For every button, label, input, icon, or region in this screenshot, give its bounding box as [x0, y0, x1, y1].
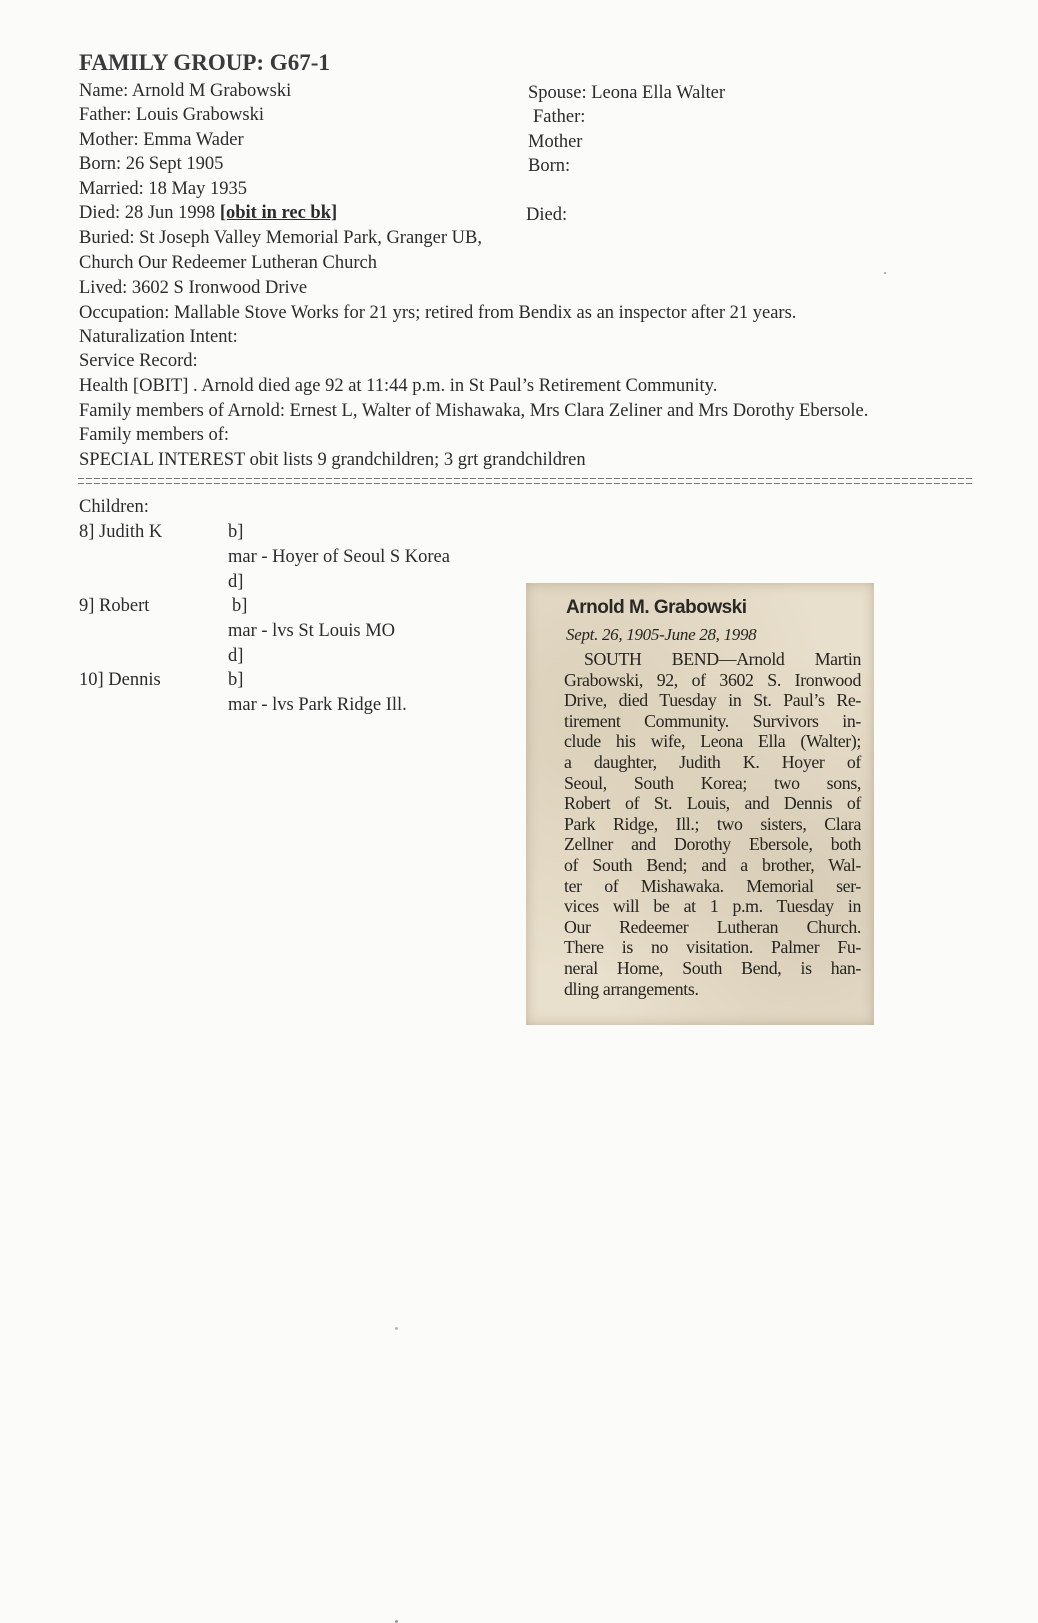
obituary-line: a daughter, Judith K. Hoyer of: [564, 751, 861, 772]
person-naturalization: Naturalization Intent:: [79, 327, 238, 347]
obituary-line: vices will be at 1 p.m. Tuesday in: [564, 896, 861, 917]
obituary-clipping: [526, 583, 874, 1025]
children-heading: Children:: [79, 497, 149, 517]
obituary-line: tirement Community. Survivors in-: [564, 710, 861, 731]
section-separator: [78, 477, 972, 486]
obituary-line: SOUTH BEND—Arnold Martin: [584, 649, 861, 669]
person-lived: Lived: 3602 S Ironwood Drive: [79, 278, 308, 298]
person-buried: Buried: St Joseph Valley Memorial Park, Granger UB,: [79, 228, 482, 248]
obituary-line: Seoul, South Korea; two sons,: [564, 772, 861, 793]
obituary-line: Zellner and Dorothy Ebersole, both: [564, 834, 861, 855]
spouse-mother: Mother: [528, 132, 583, 152]
spouse-name: Spouse: Leona Ella Walter: [528, 83, 725, 103]
child-married: mar - lvs St Louis MO: [228, 621, 396, 641]
child-married: mar - Hoyer of Seoul S Korea: [228, 547, 450, 567]
person-occupation: Occupation: Mallable Stove Works for 21 yrs; retired from Bendix as an inspector after 21 years.: [79, 303, 797, 323]
special-interest: SPECIAL INTEREST obit lists 9 grandchildren; 3 grt grandchildren: [79, 450, 586, 470]
scan-speck: [884, 272, 886, 274]
person-mother: Mother: Emma Wader: [79, 130, 244, 150]
person-born: Born: 26 Sept 1905: [79, 154, 224, 174]
person-service-record: Service Record:: [79, 351, 198, 371]
obituary-line: Our Redeemer Lutheran Church.: [564, 916, 861, 937]
scan-speck: [395, 1327, 398, 1330]
person-father: Father: Louis Grabowski: [79, 105, 264, 125]
spouse-born: Born:: [528, 156, 571, 176]
obituary-line: Grabowski, 92, of 3602 S. Ironwood: [564, 669, 861, 690]
obituary-line: ter of Mishawaka. Memorial ser-: [564, 875, 861, 896]
obituary-line: There is no visitation. Palmer Fu-: [564, 937, 861, 958]
spouse-died: Died:: [526, 205, 568, 225]
spouse-family-members: Family members of:: [79, 425, 230, 445]
obituary-line: of South Bend; and a brother, Wal-: [564, 854, 861, 875]
obituary-line: neral Home, South Bend, is han-: [564, 957, 861, 978]
spouse-father: Father:: [533, 107, 586, 127]
child-name: 10] Dennis: [79, 670, 161, 690]
child-died: d]: [228, 572, 244, 592]
obituary-dates: Sept. 26, 1905-June 28, 1998: [566, 625, 757, 644]
child-name: 8] Judith K: [79, 522, 163, 542]
person-name: Name: Arnold M Grabowski: [79, 81, 292, 101]
child-born: b]: [228, 670, 244, 690]
person-family-members: Family members of Arnold: Ernest L, Walter of Mishawaka, Mrs Clara Zeliner and Mrs Dorothy Ebersole.: [79, 401, 869, 421]
child-married: mar - lvs Park Ridge Ill.: [228, 695, 407, 715]
person-married: Married: 18 May 1935: [79, 179, 248, 199]
obituary-name: Arnold M. Grabowski: [566, 597, 747, 618]
page-title: FAMILY GROUP: G67-1: [79, 50, 330, 75]
person-church: Church Our Redeemer Lutheran Church: [79, 253, 377, 273]
obituary-line: Robert of St. Louis, and Dennis of: [564, 793, 861, 814]
child-born: b]: [228, 522, 244, 542]
obituary-line: Park Ridge, Ill.; two sisters, Clara: [564, 813, 861, 834]
person-died: [79, 201, 337, 225]
obituary-line: clude his wife, Leona Ella (Walter);: [564, 731, 861, 752]
person-health: Health [OBIT] . Arnold died age 92 at 11:44 p.m. in St Paul’s Retirement Community.: [79, 376, 718, 396]
child-died: d]: [228, 646, 244, 666]
child-name: 9] Robert: [79, 596, 150, 616]
obit-reference-link[interactable]: [obit in rec bk]: [219, 203, 338, 223]
obituary-line: Drive, died Tuesday in St. Paul’s Re-: [564, 690, 861, 711]
obituary-body: [564, 649, 861, 999]
child-born: b]: [232, 596, 248, 616]
person-died-date: Died: 28 Jun 1998: [79, 203, 216, 223]
obituary-line: dling arrangements.: [564, 978, 699, 999]
